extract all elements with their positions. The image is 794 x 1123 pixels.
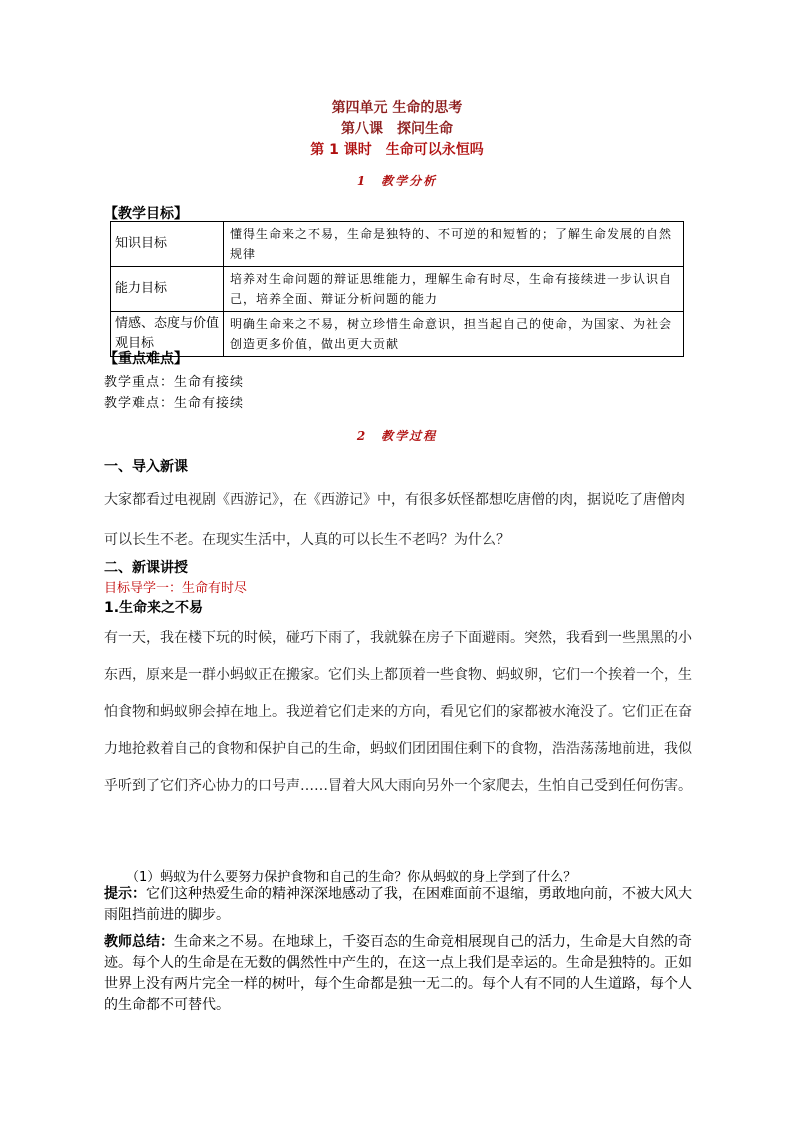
- question-1: （1）蚂蚁为什么要努力保护食物和自己的生命？你从蚂蚁的身上学到了什么？: [126, 870, 577, 885]
- period-title: 第 1 课时 生命可以永恒吗: [310, 142, 484, 158]
- summary-paragraph: [104, 932, 694, 1016]
- table-row: [111, 312, 684, 357]
- intro-paragraph: 大家都看过电视剧《西游记》，在《西游记》中，有很多妖怪都想吃唐僧的肉，据说吃了唐僧肉可以长生不老。在现实生活中，人真的可以长生不老吗？为什么？: [104, 492, 685, 548]
- section-heading-analysis: 1 教学分析: [356, 174, 438, 188]
- section-heading-process: 2 教学过程: [356, 429, 438, 443]
- goal-content: 懂得生命来之不易，生命是独特的、不可逆的和短暂的；了解生命发展的自然规律: [224, 222, 684, 267]
- summary-text: 生命来之不易。在地球上，千姿百态的生命竞相展现自己的活力，生命是大自然的奇迹。每个人的生命是在无数的偶然性中产生的，在这一点上我们是幸运的。生命是独特的。正如世界上没有两片完全一样的树叶，每个生命都是独一无二的。每个人有不同的人生道路，每个人的生命都不可替代。: [104, 934, 692, 1013]
- difficult-point: 教学难点：生命有接续: [104, 396, 245, 411]
- key-point: 教学重点：生命有接续: [104, 375, 245, 390]
- teaching-goals-label: 【教学目标】: [104, 206, 188, 222]
- new-lesson-heading: 二、新课讲授: [104, 560, 188, 576]
- teaching-goals-table: [110, 221, 684, 357]
- subheading-life-not-easy: 1.生命来之不易: [104, 600, 204, 616]
- table-row: [111, 222, 684, 267]
- hint-paragraph: [104, 884, 694, 926]
- hint-text: 它们这种热爱生命的精神深深地感动了我，在困难面前不退缩，勇敢地向前，不被大风大雨阻挡前进的脚步。: [104, 886, 692, 923]
- goal-content: 培养对生命问题的辩证思维能力，理解生命有时尽，生命有接续进一步认识自己，培养全面、辩证分析问题的能力: [224, 267, 684, 312]
- summary-label: 教师总结：: [104, 934, 174, 950]
- goal-content: 明确生命来之不易，树立珍惜生命意识，担当起自己的使命，为国家、为社会创造更多价值，做出更大贡献: [224, 312, 684, 357]
- unit-title: 第四单元 生命的思考: [331, 100, 463, 116]
- target-guide-one: 目标导学一：生命有时尽: [104, 581, 248, 596]
- key-points-label: 【重点难点】: [104, 351, 188, 367]
- table-row: [111, 267, 684, 312]
- intro-heading: 一、导入新课: [104, 459, 188, 475]
- goal-label: 知识目标: [111, 222, 224, 267]
- hint-label: 提示：: [104, 886, 146, 902]
- lesson-title: 第八课 探问生命: [341, 121, 453, 137]
- ant-story-paragraph: 有一天，我在楼下玩的时候，碰巧下雨了，我就躲在房子下面避雨。突然，我看到一些黑黑的小东西，原来是一群小蚂蚁正在搬家。它们头上都顶着一些食物、蚂蚁卵，它们一个挨着一个，生怕食物和蚂蚁卵会掉在地上。我逆着它们走来的方向，看见它们的家都被水淹没了。它们正在奋力地抢救着自己的食物和保护自己的生命，蚂蚁们团团围住剩下的食物，浩浩荡荡地前进，我似乎听到了它们齐心协力的口号声……冒着大风大雨向另外一个家爬去，生怕自己受到任何伤害。: [104, 630, 692, 794]
- goal-label: 能力目标: [111, 267, 224, 312]
- goal-label: 情感、态度与价值观目标: [111, 312, 224, 357]
